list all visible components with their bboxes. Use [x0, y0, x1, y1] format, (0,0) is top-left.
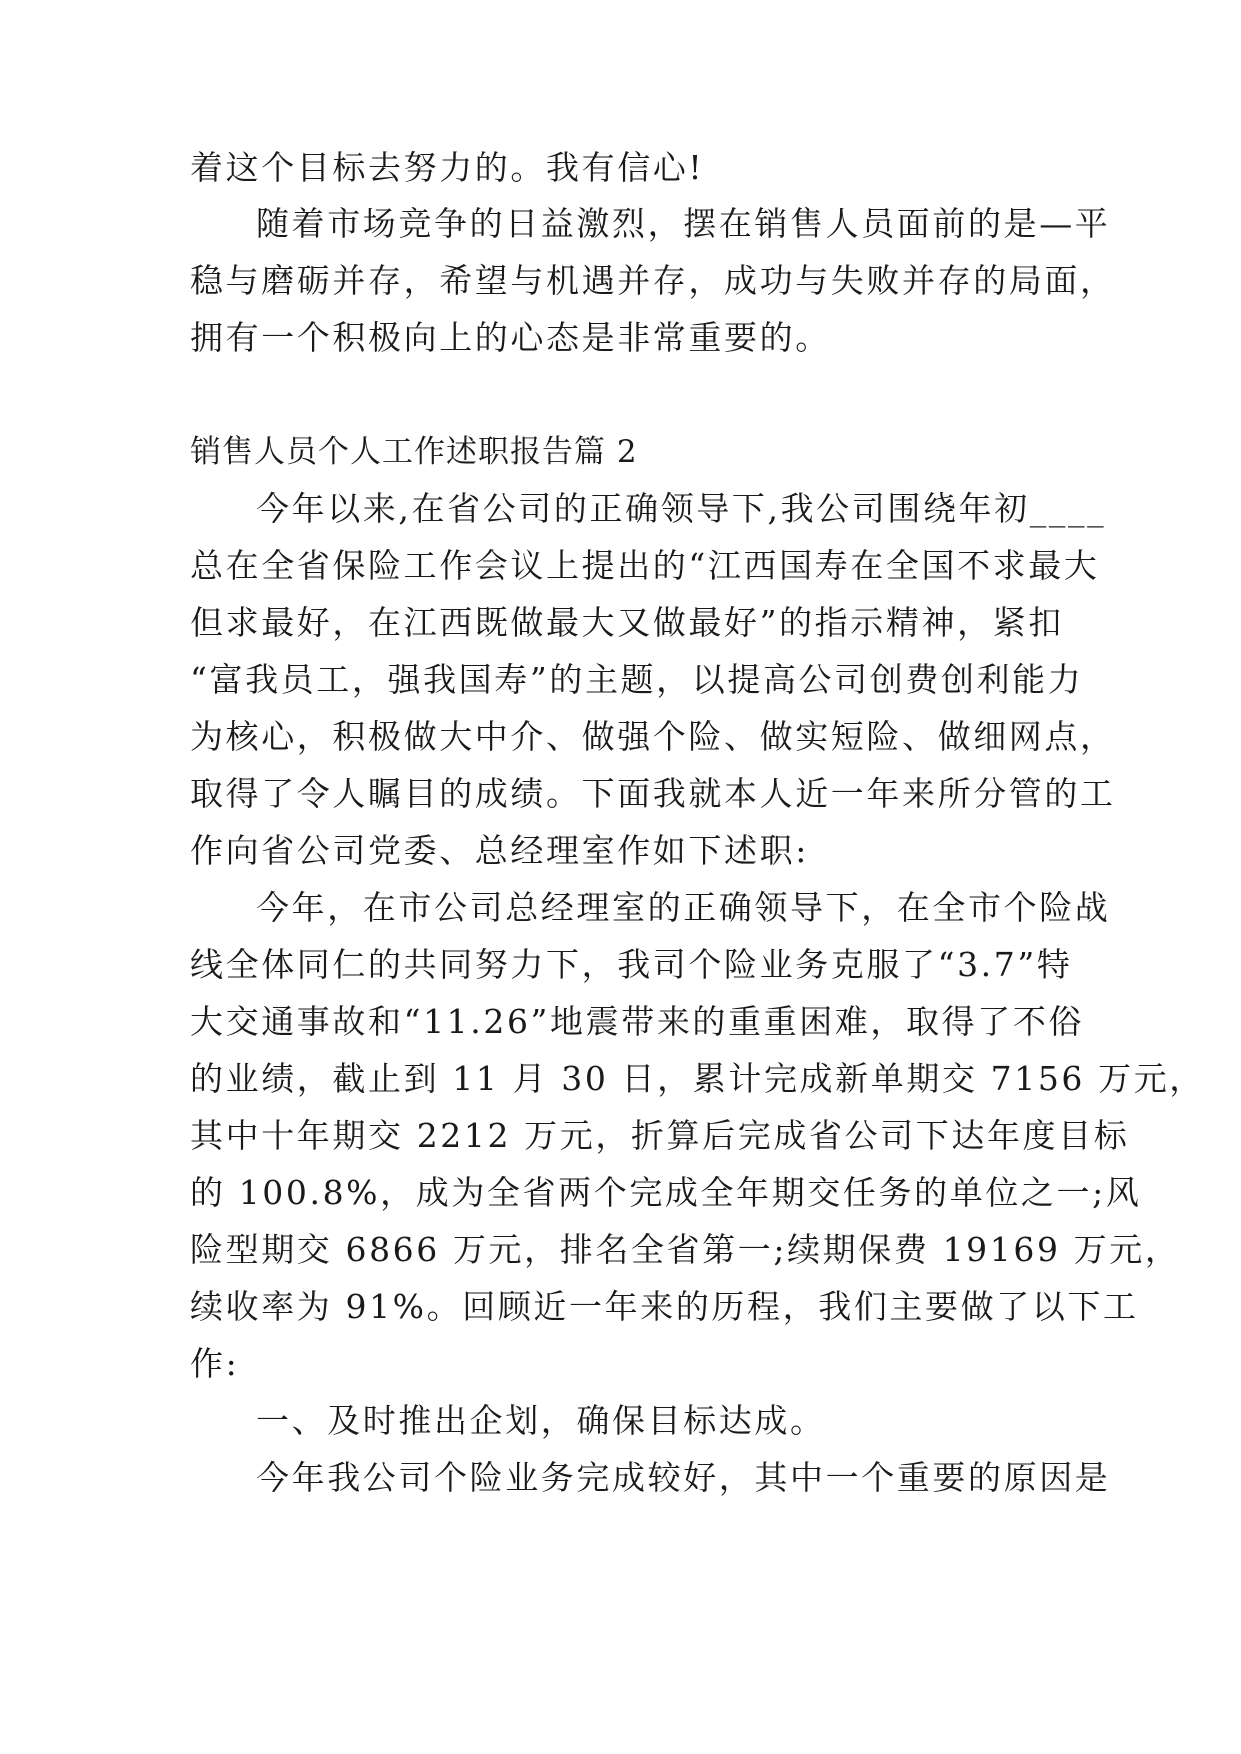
paragraph-line: 线全体同仁的共同努力下，我司个险业务克服了“3.7”特 — [190, 945, 1073, 984]
paragraph-line: 大交通事故和“11.26”地震带来的重重困难，取得了不俗 — [190, 1002, 1085, 1041]
subsection-heading: 一、及时推出企划，确保目标达成。 — [256, 1401, 826, 1440]
paragraph-line: 今年，在市公司总经理室的正确领导下，在全市个险战 — [256, 888, 1111, 927]
paragraph-line: 作向省公司党委、总经理室作如下述职: — [190, 831, 809, 870]
paragraph-line: 险型期交 6866 万元，排名全省第一;续期保费 19169 万元， — [190, 1230, 1181, 1269]
paragraph-line: 拥有一个积极向上的心态是非常重要的。 — [190, 318, 831, 357]
paragraph-line: 总在全省保险工作会议上提出的“江西国寿在全国不求最大 — [190, 546, 1100, 585]
paragraph-line: “富我员工，强我国寿”的主题，以提高公司创费创利能力 — [190, 660, 1084, 699]
paragraph-line: 作: — [190, 1344, 240, 1383]
paragraph-line: 为核心，积极做大中介、做强个险、做实短险、做细网点， — [190, 717, 1116, 756]
paragraph-line: 但求最好，在江西既做最大又做最好”的指示精神，紧扣 — [190, 603, 1064, 642]
paragraph-line: 稳与磨砺并存，希望与机遇并存，成功与失败并存的局面， — [190, 261, 1116, 300]
paragraph-line: 的 100.8%，成为全省两个完成全年期交任务的单位之一;风 — [190, 1173, 1142, 1212]
paragraph-line: 今年我公司个险业务完成较好，其中一个重要的原因是 — [256, 1458, 1111, 1497]
paragraph-line: 取得了令人瞩目的成绩。下面我就本人近一年来所分管的工 — [190, 774, 1116, 813]
paragraph-line: 今年以来,在省公司的正确领导下,我公司围绕年初____ — [256, 489, 1107, 528]
paragraph-line: 随着市场竞争的日益激烈，摆在销售人员面前的是—平 — [256, 204, 1111, 243]
paragraph-line: 的业绩，截止到 11 月 30 日，累计完成新单期交 7156 万元， — [190, 1059, 1205, 1098]
paragraph-line: 着这个目标去努力的。我有信心! — [190, 148, 705, 187]
paragraph-line: 其中十年期交 2212 万元，折算后完成省公司下达年度目标 — [190, 1116, 1130, 1155]
paragraph-line: 续收率为 91%。回顾近一年来的历程，我们主要做了以下工 — [190, 1287, 1139, 1326]
section-heading: 销售人员个人工作述职报告篇 2 — [190, 434, 638, 470]
